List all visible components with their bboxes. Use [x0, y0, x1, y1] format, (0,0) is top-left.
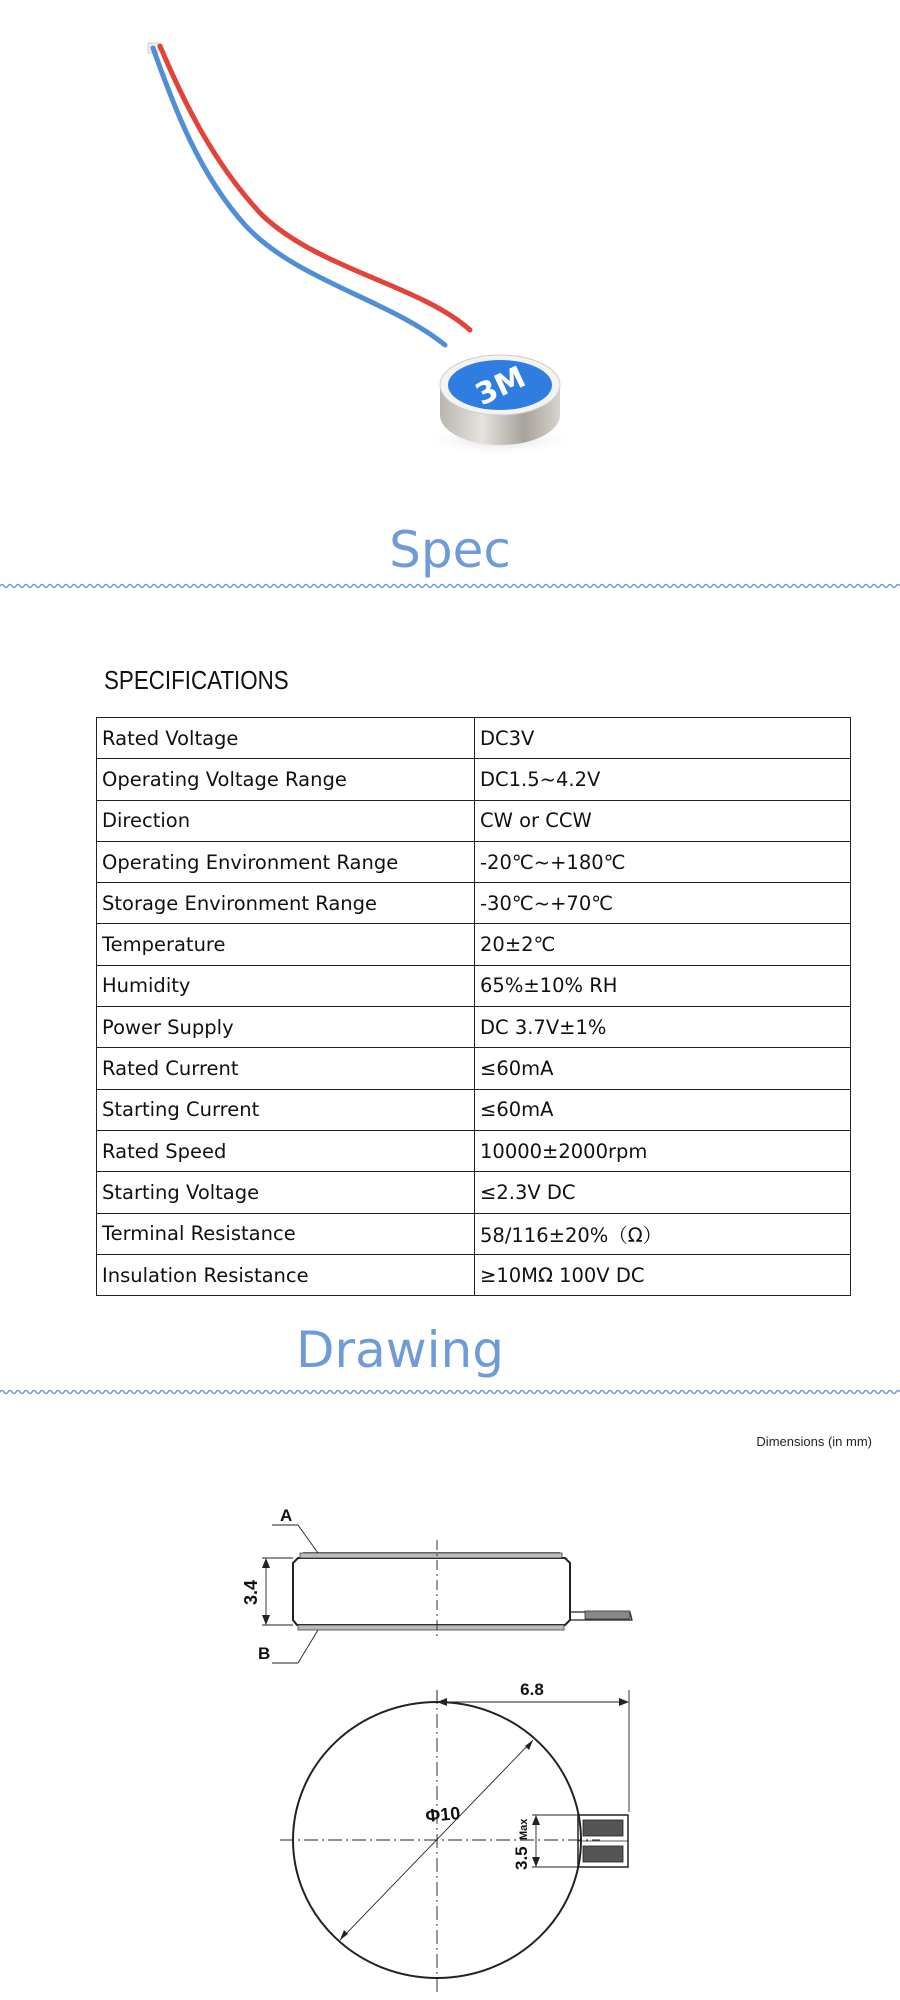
spec-row: [97, 759, 851, 800]
spec-section-title: Spec: [389, 521, 511, 579]
specifications-heading: SPECIFICATIONS: [104, 665, 289, 695]
spec-row: [97, 1172, 851, 1213]
spec-value: DC 3.7V±1%: [475, 1007, 851, 1048]
red-wire: [160, 46, 470, 330]
spec-row: [97, 1213, 851, 1254]
motor-technical-drawing: [230, 1505, 650, 2000]
spec-value: 20±2℃: [475, 924, 851, 965]
spec-row: [97, 1048, 851, 1089]
spec-value: DC1.5~4.2V: [475, 759, 851, 800]
spec-label: Operating Voltage Range: [97, 759, 475, 800]
spec-value: ≥10MΩ 100V DC: [475, 1254, 851, 1295]
spec-row: [97, 883, 851, 924]
drawing-label-b: B: [258, 1644, 271, 1663]
spec-row: [97, 924, 851, 965]
spec-divider: [0, 583, 900, 589]
spec-row: [97, 718, 851, 759]
spec-row: [97, 1089, 851, 1130]
side-view: [262, 1525, 632, 1663]
drawing-section-title: Drawing: [296, 1321, 504, 1379]
spec-label: Humidity: [97, 965, 475, 1006]
spec-label: Rated Voltage: [97, 718, 475, 759]
spec-label: Direction: [97, 800, 475, 841]
spec-label: Starting Voltage: [97, 1172, 475, 1213]
spec-label: Starting Current: [97, 1089, 475, 1130]
product-photo: [0, 0, 900, 500]
diameter-dimension: Φ10: [424, 1803, 462, 1826]
spec-value: ≤60mA: [475, 1048, 851, 1089]
terminal-dimension-suffix: Max: [518, 1818, 530, 1840]
spec-label: Operating Environment Range: [97, 841, 475, 882]
spec-label: Temperature: [97, 924, 475, 965]
spec-label: Insulation Resistance: [97, 1254, 475, 1295]
vibration-motor: [440, 355, 560, 445]
spec-value: DC3V: [475, 718, 851, 759]
spec-value: 58/116±20%（Ω）: [475, 1213, 851, 1254]
width-dimension: 6.8: [520, 1680, 544, 1699]
height-dimension: 3.4: [241, 1579, 261, 1605]
drawing-label-a: A: [280, 1506, 293, 1525]
spec-value: CW or CCW: [475, 800, 851, 841]
blue-wire: [153, 48, 445, 345]
spec-row: [97, 841, 851, 882]
spec-row: [97, 1254, 851, 1295]
spec-label: Rated Speed: [97, 1130, 475, 1171]
drawing-divider: [0, 1389, 900, 1395]
terminal-dimension: 3.5: [512, 1846, 531, 1870]
spec-value: 10000±2000rpm: [475, 1130, 851, 1171]
spec-label: Power Supply: [97, 1007, 475, 1048]
spec-row: [97, 965, 851, 1006]
dimensions-note: Dimensions (in mm): [756, 1434, 872, 1449]
spec-label: Terminal Resistance: [97, 1213, 475, 1254]
spec-row: [97, 800, 851, 841]
spec-row: [97, 1130, 851, 1171]
spec-row: [97, 1007, 851, 1048]
spec-value: ≤60mA: [475, 1089, 851, 1130]
top-view: [280, 1690, 629, 1995]
spec-value: -30℃~+70℃: [475, 883, 851, 924]
spec-value: 65%±10% RH: [475, 965, 851, 1006]
spec-label: Storage Environment Range: [97, 883, 475, 924]
spec-value: ≤2.3V DC: [475, 1172, 851, 1213]
spec-label: Rated Current: [97, 1048, 475, 1089]
sticker-logo: 3M: [470, 359, 532, 413]
spec-value: -20℃~+180℃: [475, 841, 851, 882]
specifications-table: [96, 717, 851, 1296]
